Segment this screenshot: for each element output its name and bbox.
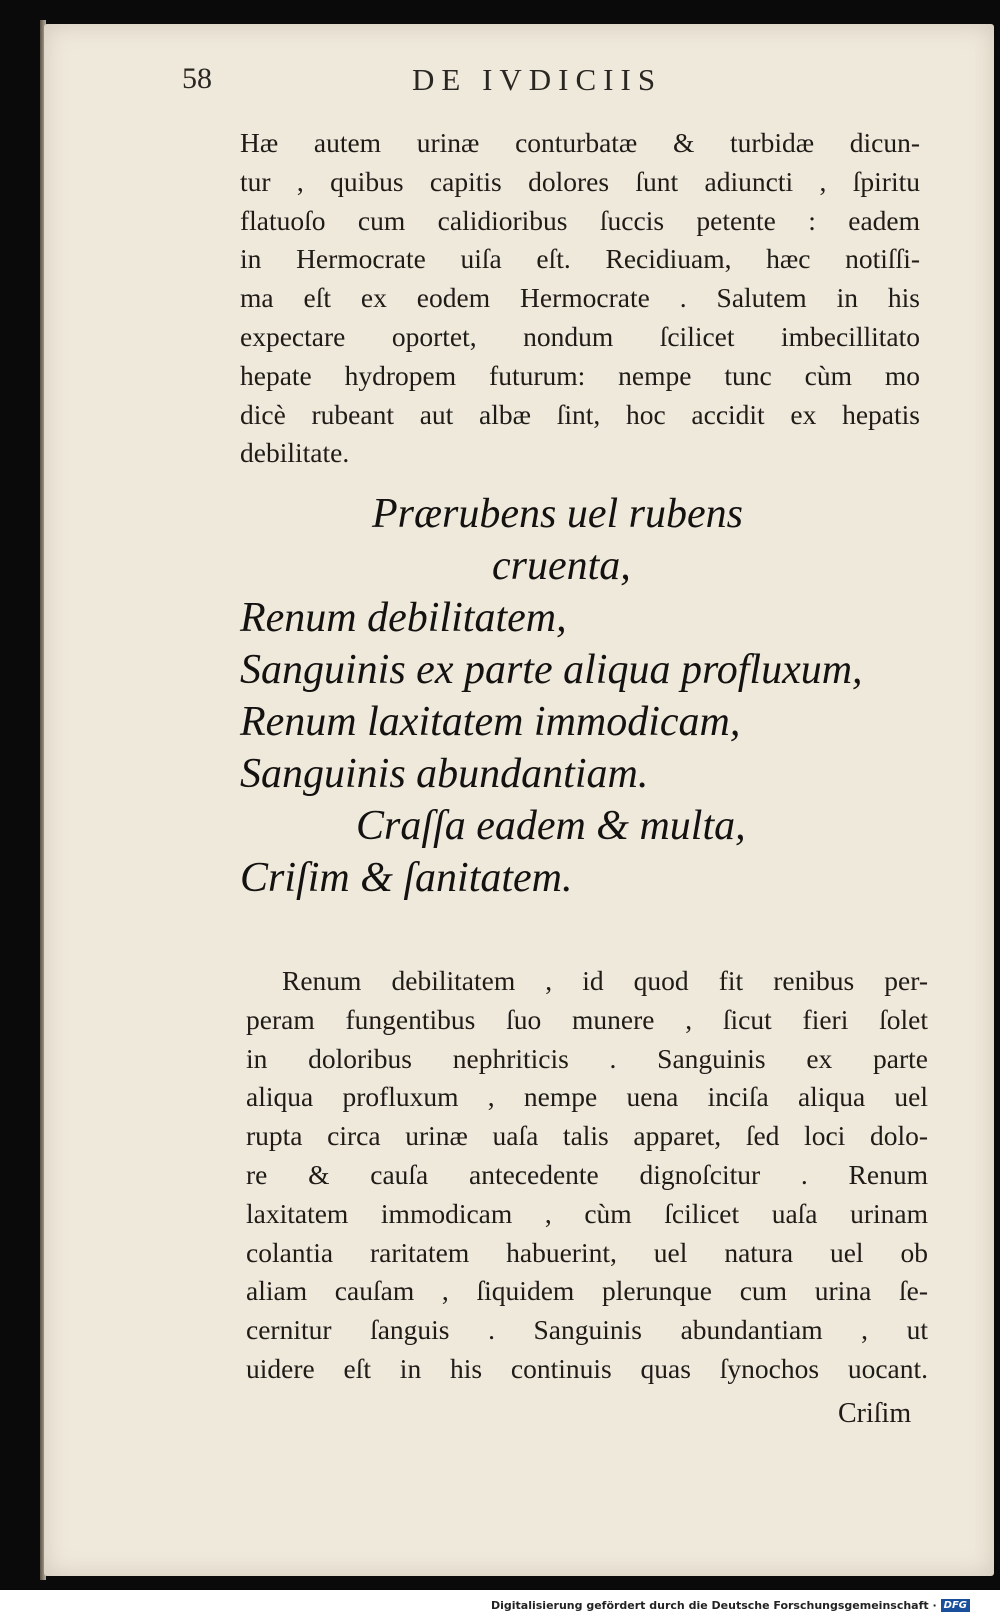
- text-line: aliam cauſam , ſiquidem plerunque cum urina ſe-: [246, 1275, 928, 1307]
- italic-heading-line: Prærubens uel rubens: [372, 491, 743, 537]
- italic-list-item: Sanguinis ex parte aliqua profluxum,: [240, 647, 863, 693]
- page-number: 58: [182, 62, 212, 95]
- text-line: in Hermocrate uiſa eſt. Recidiuam, hæc notiſſi-: [240, 243, 920, 275]
- text-line: ma eſt ex eodem Hermocrate . Salutem in his: [240, 282, 920, 314]
- text-line: colantia raritatem habuerint, uel natura uel ob: [246, 1236, 928, 1268]
- italic-heading-line: cruenta,: [492, 543, 631, 589]
- italic-heading: [240, 488, 940, 904]
- text-line: laxitatem immodicam , cùm ſcilicet uaſa urinam: [246, 1197, 928, 1229]
- text-line: hepate hydropem futurum: nempe tunc cùm mo: [240, 359, 920, 391]
- dfg-logo: DFG: [941, 1599, 970, 1612]
- text-line: Renum debilitatem , id quod fit renibus per-: [282, 965, 928, 996]
- italic-heading-line: Craſſa eadem & multa,: [356, 803, 746, 849]
- text-line: cernitur ſanguis . Sanguinis abundantiam , ut: [246, 1314, 928, 1346]
- text-line: in doloribus nephriticis . Sanguinis ex parte: [246, 1042, 928, 1074]
- italic-list-item: Renum laxitatem immodicam,: [240, 699, 741, 745]
- text-line: aliqua profluxum , nempe uena inciſa aliqua uel: [246, 1081, 928, 1113]
- page-header-title: DE IVDICIIS: [412, 62, 663, 97]
- text-line: uidere eſt in his continuis quas ſynochos uocant.: [246, 1352, 928, 1384]
- footer-credit: [491, 1599, 970, 1612]
- running-head: [178, 56, 918, 106]
- footer-credit-text: Digitalisierung gefördert durch die Deutsche Forschungsgemeinschaft ·: [490, 1599, 937, 1612]
- text-line: rupta circa urinæ uaſa talis apparet, ſed loci dolo-: [246, 1120, 928, 1152]
- text-line: peram fungentibus ſuo munere , ſicut fieri ſolet: [246, 1003, 928, 1035]
- italic-heading-line: Criſim & ſanitatem.: [240, 855, 573, 901]
- text-line: tur , quibus capitis dolores ſunt adiuncti , ſpiritu: [240, 165, 920, 197]
- italic-list-item: Renum debilitatem,: [240, 595, 567, 641]
- paragraph-1: [240, 124, 920, 473]
- text-line: flatuoſo cum calidioribus ſuccis petente : eadem: [240, 204, 920, 236]
- text-line: dicè rubeant aut albæ ſint, hoc accidit ex hepatis: [240, 398, 920, 430]
- text-line: Hæ autem urinæ conturbatæ & turbidæ dicun-: [240, 127, 920, 158]
- text-line: debilitate.: [240, 437, 350, 469]
- paragraph-2: [246, 962, 928, 1389]
- text-line: re & cauſa antecedente dignoſcitur . Renum: [246, 1158, 928, 1190]
- italic-list-item: Sanguinis abundantiam.: [240, 751, 649, 797]
- text-line: expectare oportet, nondum ſcilicet imbecillitato: [240, 320, 920, 352]
- catchword: Criſim: [838, 1398, 912, 1429]
